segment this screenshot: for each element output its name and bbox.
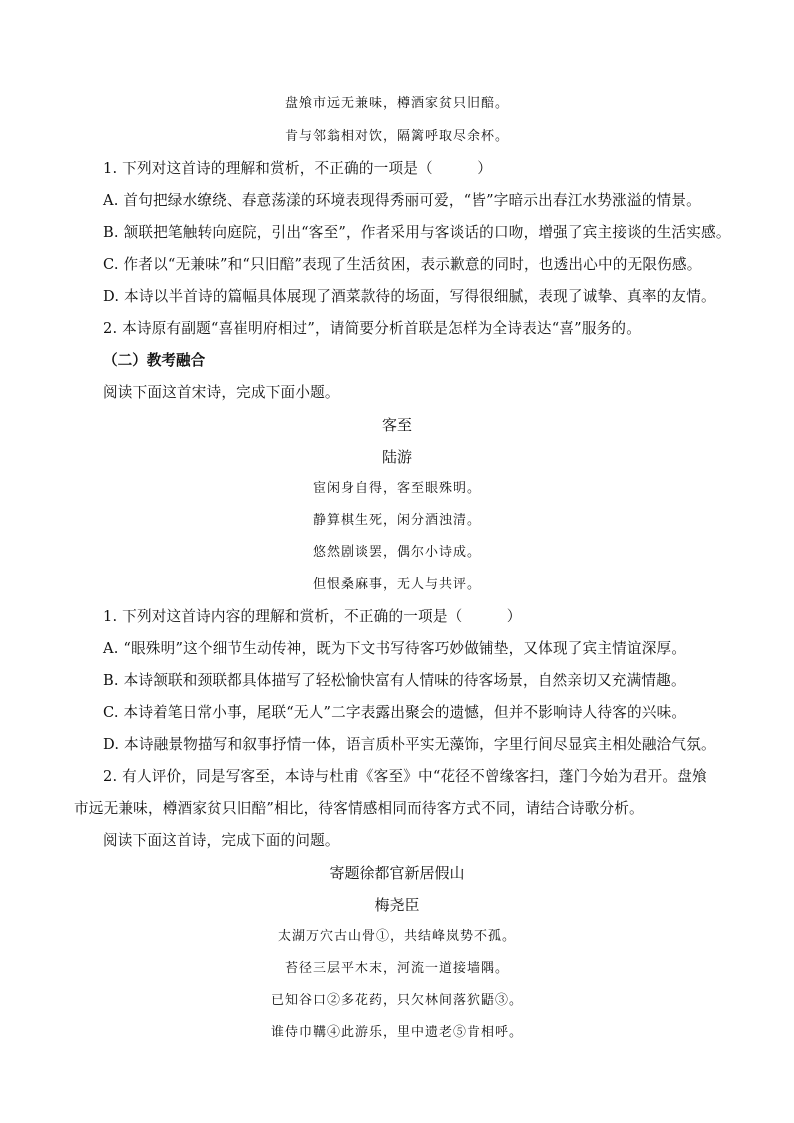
poem2-line-4: 但恨桑麻事，无人与共评。 — [312, 577, 481, 592]
poem2-line-3: 悠然剧谈罢，偶尔小诗成。 — [312, 545, 481, 560]
section2-option-b: B. 本诗颔联和颈联都具体描写了轻松愉快富有人情味的待客场景，自然亲切又充满情趣。 — [103, 672, 686, 689]
section2-option-a: A. “眼殊明”这个细节生动传神，既为下文书写待客巧妙做铺垫，又体现了宾主情谊深厚。 — [103, 640, 687, 657]
option-b: B. 颔联把笔触转向庭院，引出“客至”，作者采用与客谈话的口吻，增强了宾主接谈的生活实感。 — [103, 224, 731, 241]
poem3-line-3: 已知谷口②多花药，只欠林间落狖鼯③。 — [270, 993, 523, 1008]
poem2-author: 陆游 — [381, 448, 412, 466]
section2-intro: 阅读下面这首宋诗，完成下面小题。 — [103, 384, 340, 401]
section2-question-2-line-1: 2. 有人评价，同是写客至，本诗与杜甫《客至》中“花径不曾缘客扫，蓬门今始为君开。盘飧 — [103, 768, 707, 785]
question-2: 2. 本诗原有副题“喜崔明府相过”，请简要分析首联是怎样为全诗表达“喜”服务的。 — [103, 320, 642, 337]
section-heading: （二）教考融合 — [103, 352, 206, 369]
poem3-line-4: 谁侍巾鞲④此游乐，里中遗老⑤肯相呼。 — [270, 1025, 523, 1040]
poem3-title: 寄题徐都官新居假山 — [329, 864, 465, 882]
poem1-line-1: 盘飧市远无兼味，樽酒家贫只旧醅。 — [284, 96, 509, 111]
section2-option-d: D. 本诗融景物描写和叙事抒情一体，语言质朴平实无藻饰，字里行间尽显宾主相处融洽气氛。 — [103, 736, 716, 753]
poem3-line-2: 苔径三层平木末，河流一道接墙隅。 — [284, 961, 509, 976]
section2-question-1: 1. 下列对这首诗内容的理解和赏析，不正确的一项是（ ） — [103, 608, 522, 625]
poem2-line-2: 静算棋生死，闲分酒浊清。 — [312, 513, 481, 528]
section2-question-2-line-2: 市远无兼味，樽酒家贫只旧醅”相比，待客情感相同而待客方式不同，请结合诗歌分析。 — [74, 800, 644, 817]
poem2-title: 客至 — [381, 416, 412, 434]
poem2-line-1: 宦闲身自得，客至眼殊明。 — [312, 481, 481, 496]
poem3-author: 梅尧臣 — [374, 896, 420, 914]
option-c: C. 作者以“无兼味”和“只旧醅”表现了生活贫困，表示歉意的同时，也透出心中的无限伤感。 — [103, 256, 702, 273]
question-1: 1. 下列对这首诗的理解和赏析，不正确的一项是（ ） — [103, 160, 493, 177]
option-d: D. 本诗以半首诗的篇幅具体展现了酒菜款待的场面，写得很细腻，表现了诚挚、真率的友情。 — [103, 288, 716, 305]
option-a: A. 首句把绿水缭绕、春意荡漾的环境表现得秀丽可爱，“皆”字暗示出春江水势涨溢的情景。 — [103, 192, 701, 209]
poem1-line-2: 肯与邻翁相对饮，隔篱呼取尽余杯。 — [284, 129, 509, 144]
section3-intro: 阅读下面这首诗，完成下面的问题。 — [103, 832, 340, 849]
poem3-line-1: 太湖万穴古山骨①，共结峰岚势不孤。 — [277, 929, 516, 944]
section2-option-c: C. 本诗着笔日常小事，尾联“无人”二字表露出聚会的遗憾，但并不影响诗人待客的兴味。 — [103, 704, 687, 721]
